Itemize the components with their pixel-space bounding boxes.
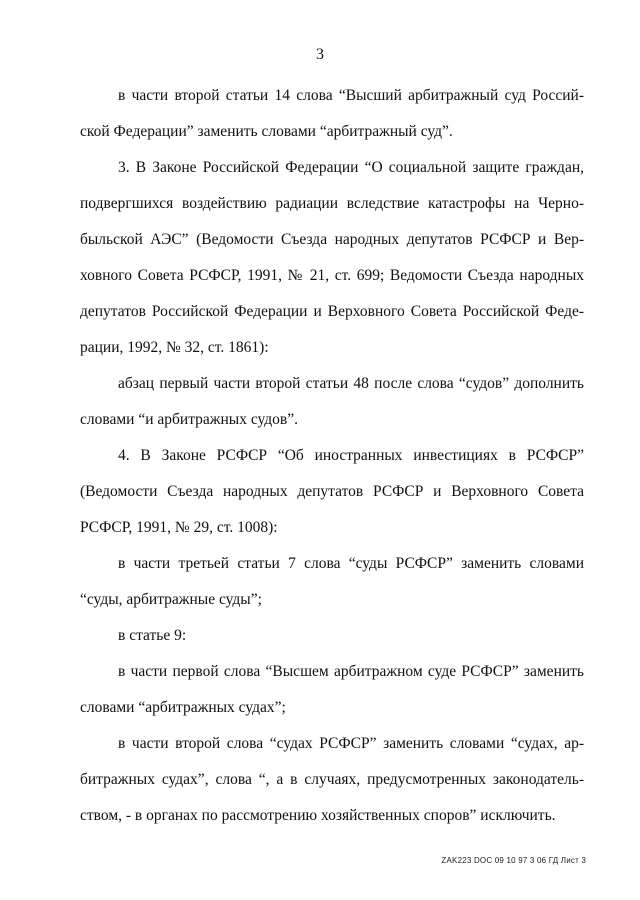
document-body [80, 78, 584, 834]
text-line: словами “и арбитражных судов”. [80, 411, 298, 428]
paragraph [80, 546, 584, 618]
text-line: РСФСР, 1991, № 29, ст. 1008): [80, 519, 278, 536]
page-number: 3 [316, 46, 324, 63]
text-line: ством, - в органах по рассмотрению хозяйственных споров” исключить. [80, 807, 556, 824]
text-line: подвергшихся воздействию радиации вследствие катастрофы на Черно- [80, 195, 584, 212]
text-line: депутатов Российской Федерации и Верховного Совета Российской Феде- [80, 303, 584, 320]
text-line: быльской АЭС” (Ведомости Съезда народных депутатов РСФСР и Вер- [80, 231, 584, 248]
text-line: в части второй слова “судах РСФСР” заменить словами “судах, ар- [118, 735, 584, 752]
paragraph [80, 438, 584, 546]
paragraph [80, 654, 584, 726]
text-line: ской Федерации” заменить словами “арбитражный суд”. [80, 123, 453, 140]
paragraph [80, 150, 584, 366]
text-line: абзац первый части второй статьи 48 после слова “судов” дополнить [118, 375, 584, 392]
text-line: рации, 1992, № 32, ст. 1861): [80, 339, 269, 356]
text-line: в статье 9: [118, 627, 187, 644]
text-line: 4. В Законе РСФСР “Об иностранных инвестициях в РСФСР” [118, 447, 584, 464]
text-line: “суды, арбитражные суды”; [80, 591, 262, 608]
text-line: в части второй статьи 14 слова “Высший арбитражный суд Россий- [118, 87, 584, 104]
paragraph [80, 726, 584, 834]
paragraph [80, 366, 584, 438]
text-line: (Ведомости Съезда народных депутатов РСФСР и Верховного Совета [80, 483, 584, 500]
document-footer: ZAK223 DOC 09 10 97 3 06 ГД Лист 3 [441, 856, 586, 865]
text-line: 3. В Законе Российской Федерации “О социальной защите граждан, [118, 159, 584, 176]
text-line: словами “арбитражных судах”; [80, 699, 286, 716]
paragraph [118, 618, 584, 654]
text-line: битражных судах”, слова “, а в случаях, предусмотренных законодатель- [80, 771, 584, 788]
text-line: ховного Совета РСФСР, 1991, № 21, ст. 699; Ведомости Съезда народных [80, 267, 584, 284]
text-line: в части первой слова “Высшем арбитражном суде РСФСР” заменить [118, 663, 584, 680]
text-line: в части третьей статьи 7 слова “суды РСФСР” заменить словами [118, 555, 584, 572]
paragraph [80, 78, 584, 150]
